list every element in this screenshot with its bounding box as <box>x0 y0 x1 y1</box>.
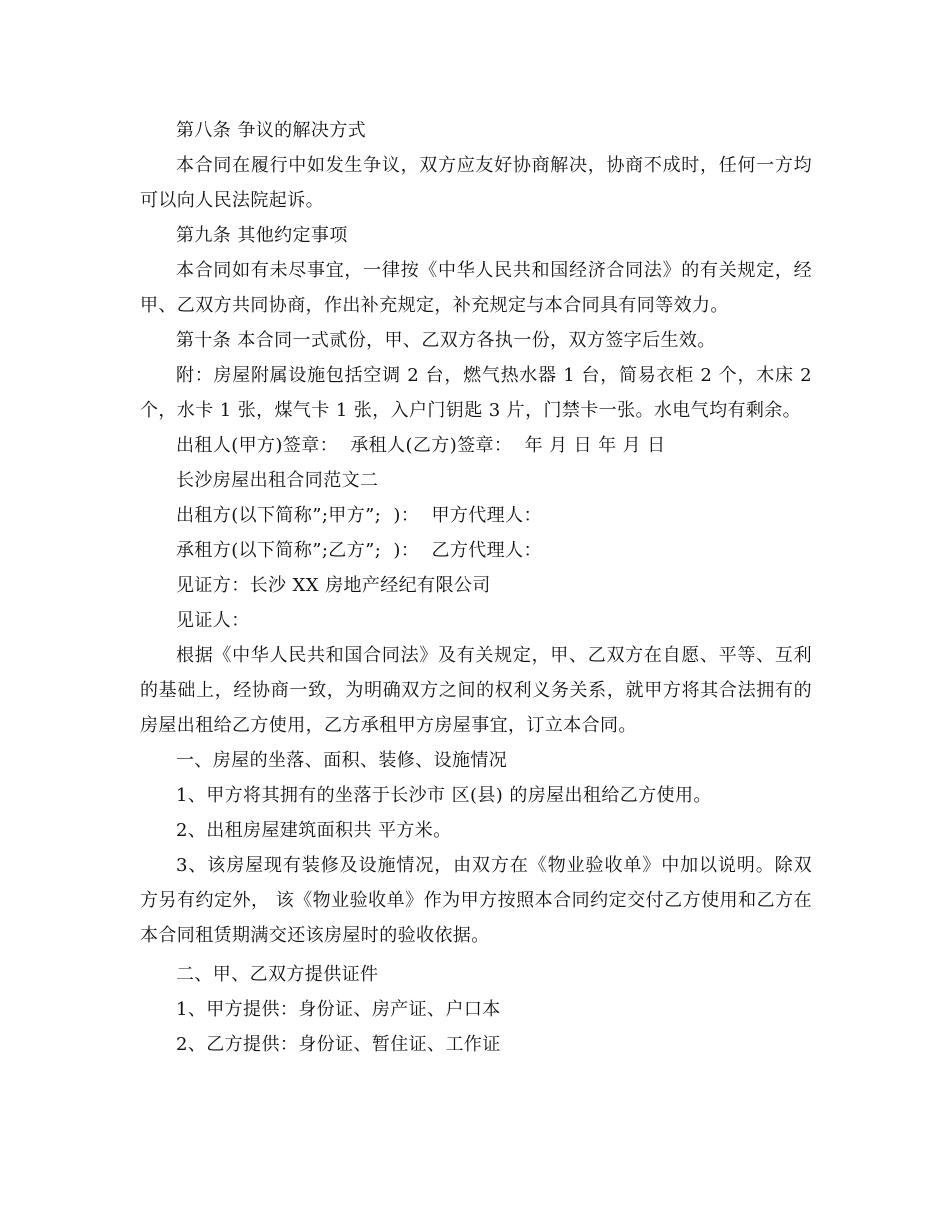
section-1-item-1: 1、甲方将其拥有的坐落于长沙市 区(县) 的房屋出租给乙方使用。 <box>176 785 712 806</box>
section-2-heading: 二、甲、乙双方提供证件 <box>176 964 379 985</box>
preamble-paragraph: 根据《中华人民共和国合同法》及有关规定，甲、乙双方在自愿、平等、互利的基础上，经协商一致，为明确双方之间的权利义务关系，就甲方将其合法拥有的房屋出租给乙方使用，乙方承租甲方房屋事宜，订立本合同。 <box>140 645 812 736</box>
section-2-item-1: 1、甲方提供：身份证、房产证、户口本 <box>176 999 501 1020</box>
article-8-body: 本合同在履行中如发生争议，双方应友好协商解决，协商不成时，任何一方均可以向人民法院起诉。 <box>140 155 812 211</box>
document-page <box>140 113 819 1062</box>
signature-line: 出租人(甲方)签章： 承租人(乙方)签章： 年 月 日 年 月 日 <box>176 435 666 456</box>
lessee-line: 承租方(以下简称”;乙方”; )： 乙方代理人： <box>176 540 542 561</box>
witness-person-line: 见证人： <box>176 610 250 631</box>
article-9-body: 本合同如有未尽事宜，一律按《中华人民共和国经济合同法》的有关规定，经甲、乙双方共同协商，作出补充规定，补充规定与本合同具有同等效力。 <box>140 260 812 316</box>
lessor-line: 出租方(以下简称”;甲方”; )： 甲方代理人： <box>176 505 542 526</box>
witness-party-line: 见证方：长沙 XX 房地产经纪有限公司 <box>176 575 491 596</box>
section-1-heading: 一、房屋的坐落、面积、装修、设施情况 <box>176 750 508 771</box>
appendix-facilities: 附：房屋附属设施包括空调 2 台，燃气热水器 1 台，简易衣柜 2 个，木床 2 个，水卡 1 张，煤气卡 1 张，入户门钥匙 3 片，门禁卡一张。水电气均有剩余。 <box>140 365 819 421</box>
section-1-item-2: 2、出租房屋建筑面积共 平方米。 <box>176 820 452 841</box>
article-8-heading: 第八条 争议的解决方式 <box>176 120 367 141</box>
article-10-text: 第十条 本合同一式贰份，甲、乙双方各执一份，双方签字后生效。 <box>176 330 716 351</box>
section-1-item-3: 3、该房屋现有装修及设施情况，由双方在《物业验收单》中加以说明。除双方另有约定外， 该《物业验收单》作为甲方按照本合同约定交付乙方使用和乙方在本合同租赁期满交还该房屋时的验收依据。 <box>140 855 812 946</box>
article-9-heading: 第九条 其他约定事项 <box>176 225 348 246</box>
section-2-item-2: 2、乙方提供：身份证、暂住证、工作证 <box>176 1034 501 1055</box>
sample-two-title: 长沙房屋出租合同范文二 <box>176 470 379 491</box>
